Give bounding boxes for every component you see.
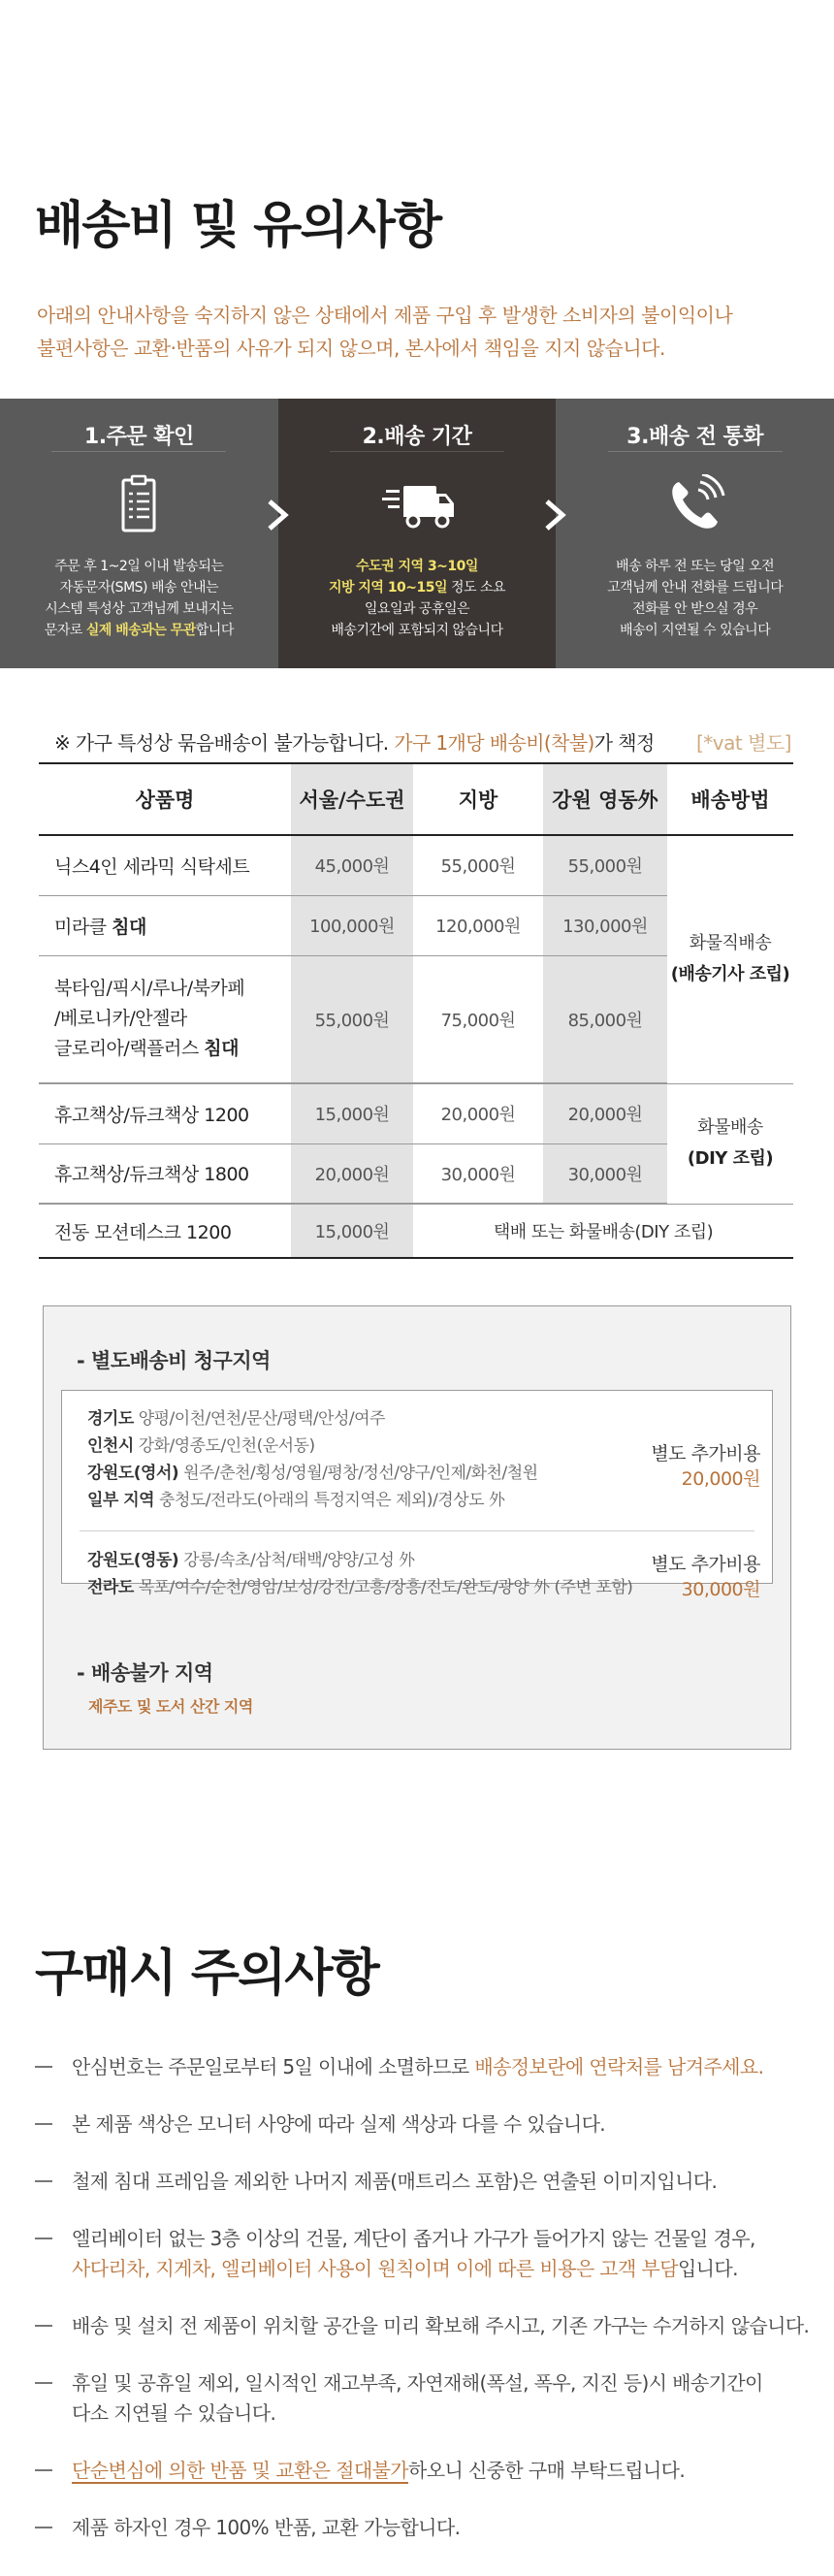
fee-cell: 55,000원 (543, 835, 667, 895)
intro-line: 불편사항은 교환·반품의 사유가 되지 않으며, 본사에서 책임을 지지 않습니다. (37, 337, 665, 360)
step-line-text: 합니다 (195, 623, 234, 638)
product-name-line (54, 1034, 291, 1064)
region-line (87, 1546, 415, 1570)
fee-cell: 45,000원 (291, 835, 413, 895)
step-line: 일요일과 공휴일은 (364, 601, 470, 617)
step-line: 배송 하루 전 또는 당일 오전 (616, 559, 775, 574)
method-line: (DIY 조립) (687, 1148, 774, 1169)
product-name (39, 955, 291, 1083)
divider (80, 1530, 754, 1531)
fee-cell: 75,000원 (413, 955, 543, 1083)
fee-label: 별도 추가비용 (651, 1443, 760, 1465)
step-title: 3.배송 전 통화 (556, 420, 834, 450)
region-name: 일부 지역 (87, 1491, 155, 1510)
step-line: 시스템 특성상 고객님께 보내지는 (45, 601, 234, 617)
note-text: 안심번호는 주문일로부터 5일 이내에 소멸하므로 (72, 2055, 475, 2078)
step-description (556, 556, 834, 641)
step-title: 2.배송 기간 (278, 420, 557, 450)
note-underline: 단순변심에 의한 반품 및 교환은 절대불가 (72, 2459, 409, 2482)
region-areas: 양평/이천/연천/문산/평택/안성/여주 (138, 1409, 385, 1429)
step-title: 1.주문 확인 (0, 420, 278, 450)
truck-icon (378, 474, 456, 534)
product-name-bold: 침대 (204, 1038, 239, 1060)
intro-line: 아래의 안내사항을 숙지하지 않은 상태에서 제품 구입 후 발생한 소비자의 불이익이나 (37, 304, 733, 327)
method-line: 화물직배송 (689, 933, 772, 954)
region-list-box (61, 1390, 773, 1600)
step-line-text: 문자로 (44, 623, 86, 638)
step-description (278, 556, 557, 641)
step-highlight: 지방 지역 10~15일 (328, 580, 448, 596)
delivery-method (667, 1083, 793, 1204)
fee-cell: 55,000원 (413, 835, 543, 895)
step-delivery-period (278, 399, 557, 668)
table-row (39, 835, 793, 895)
fee-cell: 15,000원 (291, 1204, 413, 1258)
no-ship-heading: - 배송불가 지역 (77, 1661, 213, 1685)
note-text: 휴일 및 공휴일 제외, 일시적인 재고부족, 자연재해(폭설, 폭우, 지진 등)시 배송기간이 (72, 2371, 763, 2395)
note-accent: 사다리차, 지게차, 엘리베이터 사용이 원칙이며 이에 따른 비용은 고객 부담 (72, 2257, 678, 2280)
column-header: 강원 영동外 (543, 763, 667, 835)
region-line (87, 1459, 538, 1483)
purchase-notes-list (35, 2052, 811, 2570)
fee-cell: 15,000원 (291, 1083, 413, 1143)
column-header: 배송방법 (667, 763, 793, 835)
fee-cell: 100,000원 (291, 895, 413, 955)
step-line: 자동문자(SMS) 배송 안내는 (59, 580, 219, 596)
fee-cell: 30,000원 (543, 1143, 667, 1204)
region-areas: 충청도/전라도(아래의 특정지역은 제외)/경상도 外 (159, 1491, 505, 1510)
region-line (87, 1404, 385, 1429)
region-line (87, 1432, 315, 1456)
no-ship-regions: 제주도 및 도서 산간 지역 (88, 1697, 253, 1716)
note-text: 입니다. (677, 2257, 738, 2280)
region-name: 인천시 (87, 1436, 134, 1456)
product-name-text: 미라클 (54, 916, 112, 938)
fee-cell: 55,000원 (291, 955, 413, 1083)
region-name: 강원도(영동) (87, 1551, 179, 1570)
note-text: 다소 지연될 수 있습니다. (72, 2401, 276, 2425)
step-line: 고객님께 안내 전화를 드립니다 (607, 580, 784, 596)
step-highlight: 실제 배송과는 무관 (85, 623, 196, 638)
product-name: 닉스4인 세라믹 식탁세트 (39, 835, 291, 895)
product-name-line: 북타임/픽시/루나/북카페 (54, 978, 245, 1000)
region-areas: 원주/춘천/횡성/영월/평창/정선/양구/인제/화천/철원 (183, 1464, 538, 1483)
purchase-notes-title: 구매시 주의사항 (35, 1945, 378, 2003)
extra-fee-30000 (651, 1552, 760, 1602)
table-header-row (39, 763, 793, 835)
fee-cell: 120,000원 (413, 895, 543, 955)
page-title: 배송비 및 유의사항 (35, 197, 441, 255)
column-header: 상품명 (39, 763, 291, 835)
note-text: 엘리베이터 없는 3층 이상의 건물, 계단이 좁거나 가구가 들어가지 않는 건물일 경우, (72, 2227, 755, 2250)
region-line (87, 1573, 632, 1597)
note-accent: 배송정보란에 연락처를 남겨주세요. (474, 2055, 764, 2078)
step-line (278, 577, 557, 598)
note-text: 하오니 신중한 구매 부탁드립니다. (408, 2459, 686, 2482)
method-line: (배송기사 조립) (670, 964, 790, 985)
notice-text: 가 책정 (593, 731, 655, 755)
step-line (0, 620, 278, 641)
step-line-text: 정도 소요 (447, 580, 506, 596)
step-line: 배송이 지연될 수 있습니다 (620, 623, 771, 638)
column-header: 서울/수도권 (291, 763, 413, 835)
product-name-text: 글로리아/랙플러스 (54, 1038, 205, 1060)
fee-value: 20,000원 (681, 1468, 760, 1490)
notice-accent: 가구 1개당 배송비(착불) (394, 731, 594, 755)
region-name: 전라도 (87, 1578, 134, 1597)
region-areas: 강화/영종도/인천(운서동) (138, 1436, 315, 1456)
fee-cell: 85,000원 (543, 955, 667, 1083)
chevron-right-icon (541, 496, 570, 534)
region-areas: 강릉/속초/삼척/태백/양양/고성 外 (183, 1551, 415, 1570)
step-line: 전화를 안 받으실 경우 (632, 601, 758, 617)
intro-notice (37, 299, 732, 365)
fee-cell: 30,000원 (413, 1143, 543, 1204)
list-item: 제품 하자인 경우 100% 반품, 교환 가능합니다. (35, 2513, 811, 2543)
delivery-method: 택배 또는 화물배송(DIY 조립) (413, 1204, 793, 1258)
column-header: 지방 (413, 763, 543, 835)
step-highlight: 수도권 지역 3~10일 (356, 559, 478, 574)
bundle-notice (54, 727, 655, 756)
list-item: 본 제품 색상은 모니터 사양에 따라 실제 색상과 다를 수 있습니다. (35, 2109, 811, 2140)
step-line: 주문 후 1~2일 이내 발송되는 (54, 559, 224, 574)
product-name: 휴고책상/듀크책상 1800 (39, 1143, 291, 1204)
list-item (35, 2368, 811, 2429)
list-item (35, 2052, 811, 2082)
vat-note: [*vat 별도] (695, 731, 791, 755)
clipboard-icon (105, 474, 173, 534)
region-name: 강원도(영서) (87, 1464, 179, 1483)
method-line: 화물배송 (697, 1117, 763, 1138)
region-line (87, 1486, 504, 1510)
step-order-confirm (0, 399, 278, 668)
product-name: 전동 모션데스크 1200 (39, 1204, 291, 1258)
fee-cell: 20,000원 (413, 1083, 543, 1143)
extra-fee-20000 (651, 1441, 760, 1492)
step-description (0, 556, 278, 641)
extra-fee-regions-box (43, 1305, 791, 1750)
list-item: 철제 침대 프레임을 제외한 나머지 제품(매트리스 포함)은 연출된 이미지입니다. (35, 2167, 811, 2197)
table-row (39, 1083, 793, 1143)
list-item (35, 2224, 811, 2284)
step-line: 배송기간에 포함되지 않습니다 (331, 623, 503, 638)
phone-icon (661, 474, 729, 534)
product-name: 휴고책상/듀크책상 1200 (39, 1083, 291, 1143)
list-item (35, 2456, 811, 2486)
shipping-fee-table (39, 762, 793, 1259)
delivery-method (667, 835, 793, 1083)
chevron-right-icon (264, 496, 293, 534)
extra-fee-heading: - 별도배송비 청구지역 (77, 1349, 271, 1372)
product-name (39, 895, 291, 955)
fee-cell: 130,000원 (543, 895, 667, 955)
region-name: 경기도 (87, 1409, 134, 1429)
fee-cell: 20,000원 (543, 1083, 667, 1143)
step-pre-call (556, 399, 834, 668)
product-name-line: /베로니카/안젤라 (54, 1008, 187, 1030)
region-areas: 목포/여수/순천/영암/보성/강진/고흥/장흥/진도/완도/광양 外 (주변 포함) (138, 1578, 633, 1597)
notice-text: ※ 가구 특성상 묶음배송이 불가능합니다. (54, 731, 395, 755)
fee-label: 별도 추가비용 (651, 1554, 760, 1575)
product-name-bold: 침대 (112, 916, 146, 938)
fee-cell: 20,000원 (291, 1143, 413, 1204)
shipping-steps (0, 399, 834, 668)
list-item: 배송 및 설치 전 제품이 위치할 공간을 미리 확보해 주시고, 기존 가구는 수거하지 않습니다. (35, 2311, 811, 2341)
table-row (39, 1204, 793, 1258)
fee-value: 30,000원 (681, 1579, 760, 1600)
